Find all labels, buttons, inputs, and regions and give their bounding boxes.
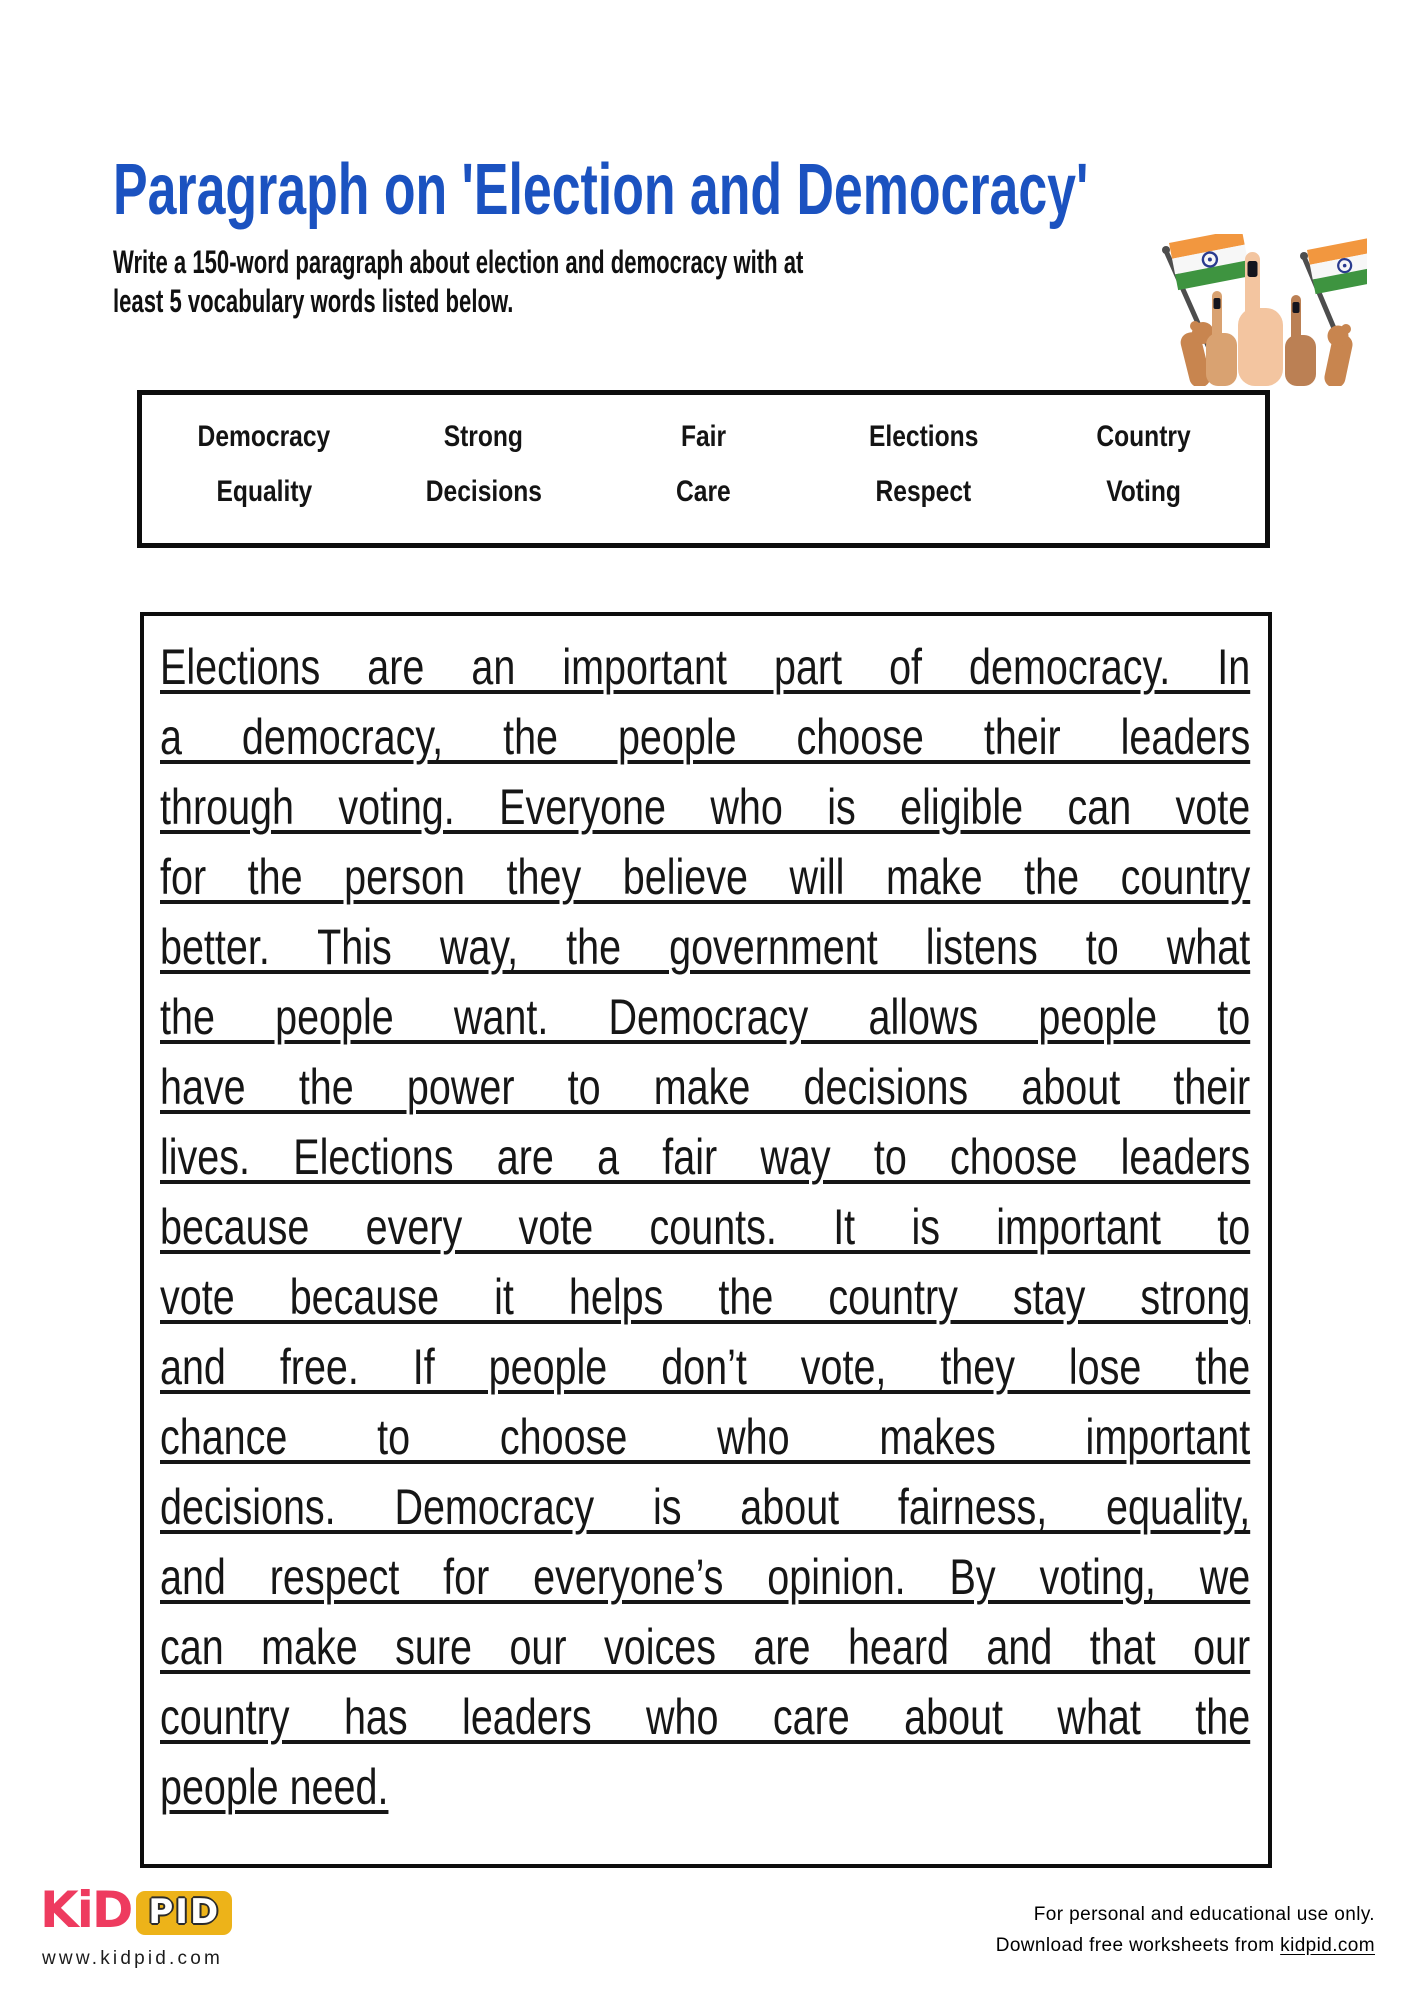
paragraph-line: a democracy, the people choose their leaders — [160, 709, 1251, 765]
website-url: www.kidpid.com — [42, 1948, 224, 1969]
paragraph-line: better. This way, the government listens to what — [160, 919, 1251, 975]
usage-line-2-prefix: Download free worksheets from — [995, 1935, 1281, 1956]
vocabulary-word: Elections — [868, 419, 978, 453]
voting-hands-svg — [1143, 234, 1367, 386]
paragraph-line: can make sure our voices are heard and that our — [160, 1619, 1251, 1675]
flag-holding-hand-right — [1323, 324, 1355, 386]
paragraph-line: for the person they believe will make the country — [160, 849, 1251, 905]
paragraph-line: through voting. Everyone who is eligible can vote — [160, 779, 1251, 835]
vocabulary-word: Strong — [444, 419, 524, 453]
paragraph-line: vote because it helps the country stay strong — [160, 1269, 1251, 1325]
vocabulary-word: Equality — [216, 474, 312, 508]
answer-box — [140, 612, 1272, 1868]
vocabulary-word: Democracy — [197, 419, 331, 453]
instructions-line-1: Write a 150-word paragraph about election and democracy with at — [113, 244, 804, 280]
vocabulary-word: Decisions — [425, 474, 542, 508]
paragraph-line: have the power to make decisions about their — [160, 1059, 1251, 1115]
instructions-line-2: least 5 vocabulary words listed below. — [113, 283, 514, 319]
vocabulary-word: Voting — [1105, 474, 1181, 508]
vocabulary-word: Respect — [875, 474, 972, 508]
paragraph-line: Elections are an important part of democracy. In — [160, 639, 1251, 695]
voting-hands-illustration — [1143, 234, 1367, 386]
logo-kid-text: KiD — [40, 1881, 132, 1939]
paragraph-line: people need. — [160, 1759, 389, 1815]
worksheet-instructions — [113, 243, 1114, 321]
paragraph-line: because every vote counts. It is important to — [160, 1199, 1251, 1255]
vocabulary-word: Care — [676, 474, 731, 508]
kidpid-logo — [40, 1881, 232, 1939]
page-title: Paragraph on 'Election and Democracy' — [113, 150, 1089, 230]
paragraph-line: and free. If people don’t vote, they lose the — [160, 1339, 1251, 1395]
paragraph-line: chance to choose who makes important — [160, 1409, 1251, 1465]
usage-note — [996, 1899, 1375, 1961]
vocabulary-word: Country — [1095, 419, 1191, 453]
kidpid-link[interactable]: kidpid.com — [1280, 1935, 1375, 1956]
paragraph-line: lives. Elections are a fair way to choose leaders — [160, 1129, 1251, 1185]
paragraph-line: country has leaders who care about what the — [160, 1689, 1251, 1745]
inked-finger-icon — [1206, 291, 1237, 386]
usage-line-1: For personal and educational use only. — [1033, 1904, 1375, 1925]
logo-pid-badge: PID — [136, 1891, 232, 1935]
paragraph-line: decisions. Democracy is about fairness, equality, — [160, 1479, 1251, 1535]
inked-finger-icon — [1285, 295, 1316, 386]
vocabulary-word: Fair — [680, 419, 727, 453]
usage-line-2 — [996, 1930, 1375, 1961]
vocabulary-box — [137, 390, 1270, 548]
paragraph-line: and respect for everyone’s opinion. By voting, we — [160, 1549, 1251, 1605]
paragraph-line: the people want. Democracy allows people to — [160, 989, 1251, 1045]
